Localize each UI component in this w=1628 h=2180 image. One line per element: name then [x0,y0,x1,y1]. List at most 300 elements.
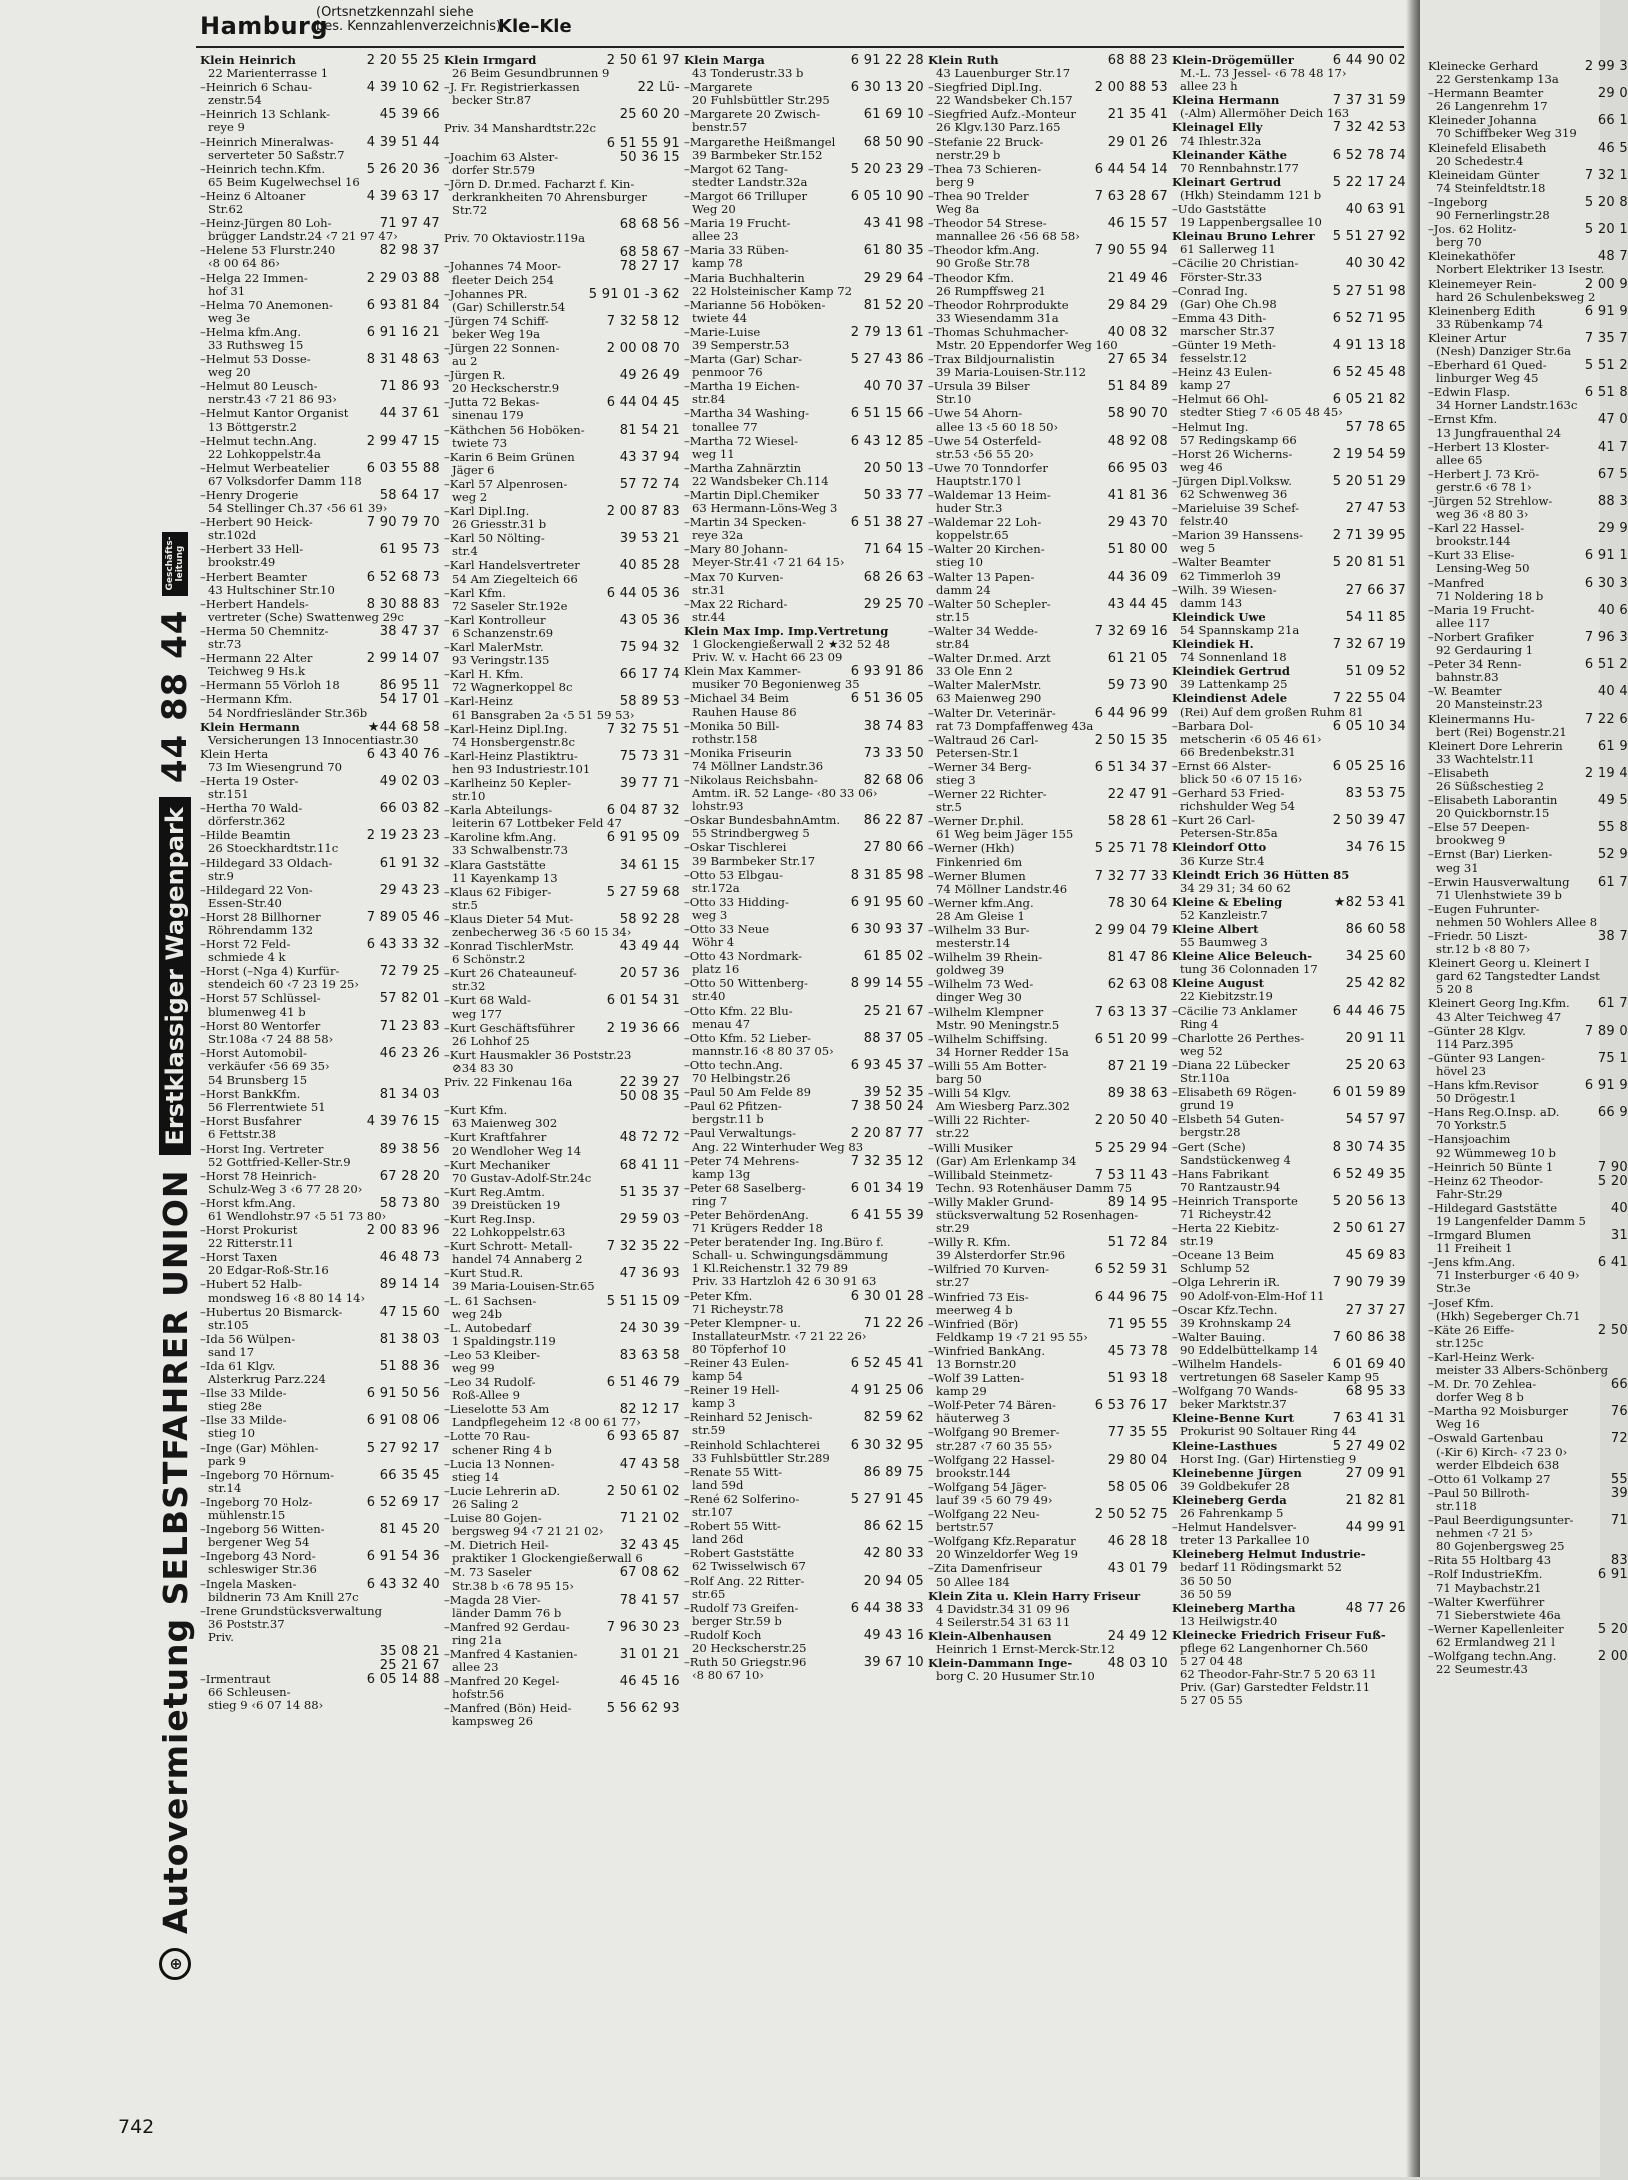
entry-address: Finkenried 6m [936,854,1023,869]
entry-name: Kleine-Benne Kurt [1172,1411,1295,1426]
listing-entry [1428,223,1628,249]
entry-address: kamp 78 [692,256,743,271]
listing-entry [444,315,680,341]
entry-address: kamp 29 [936,1384,987,1399]
entry-phone: 6 44 96 99 [1094,705,1168,721]
entry-line [200,1469,440,1482]
entry-name: –Günter 19 Meth- [1172,337,1276,352]
entry-phone: 61 95 73 [379,542,440,558]
entry-address: 66 Schleusen- [208,1685,291,1700]
entry-address: marscher Str.37 [1180,323,1275,338]
listing-entry [444,451,680,477]
entry-phone: 89 38 56 [379,1141,440,1157]
listing-entry [684,1439,924,1465]
entry-phone: 6 01 34 19 [850,1180,924,1196]
entry-name: –Wilhelm 73 Wed- [928,977,1034,992]
listing-entry [1172,366,1406,392]
listing-entry [684,543,924,569]
listing-entry [684,1575,924,1601]
listing-entry [928,190,1168,216]
entry-phone: 50 33 77 [863,488,924,503]
entry-line [1172,421,1406,434]
listing-entry [444,777,680,803]
entry-address: 33 Ruthsweg 15 [208,337,304,352]
entry-name: –Heinrich Mineralwas- [200,134,334,149]
entry-phone: 58 89 53 [619,694,680,710]
entry-name: –Wilhelm Handels- [1172,1357,1282,1371]
entry-address: str.9 [208,868,234,883]
entry-name: –W. Beamter [1428,684,1502,699]
listing-entry [1172,638,1406,664]
entry-address: stücksverwaltung 52 Rosenhagen- [936,1207,1139,1222]
entry-phone: 7 90 [1597,1159,1628,1175]
entry-address: 20 Fuhlsbüttler Str.295 [692,93,830,108]
entry-name: –Waltraud 26 Carl- [928,732,1039,747]
entry-name: –Jörn D. Dr.med. Facharzt f. Kin- [444,176,635,191]
entry-phone: 29 84 29 [1107,297,1168,313]
entry-line [444,1621,680,1634]
entry-address: 54 Nordfriesländer Str.36b [208,705,368,720]
entry-address: 71 Noldering 18 b [1436,588,1544,603]
entry-line [928,1142,1168,1155]
entry-name: Kleineberg Gerda [1172,1492,1287,1507]
listing-entry [684,692,924,718]
entry-name: –Max 70 Kurven- [684,569,784,584]
entry-phone: 40 63 91 [1345,202,1406,218]
entry-phone: 6 51 8 [1584,385,1628,401]
entry-name: –Karin 6 Beim Grünen [444,449,575,464]
entry-address: hofstr.56 [452,1687,505,1702]
listing-entry [684,1032,924,1058]
entry-address: hard 26 Schulenbeksweg 2 [1436,289,1596,304]
listing-entry [444,108,680,121]
entry-line [928,1630,1168,1643]
entry-line [1172,1032,1406,1045]
entry-address: becker Str.87 [452,93,532,108]
listing-entry [200,299,440,325]
entry-line [1428,278,1628,291]
entry-phone: 2 99 3 [1584,59,1628,74]
entry-address: 26 Langenrehm 17 [1436,99,1548,114]
entry-phone: 6 43 32 40 [366,1576,440,1592]
entry-phone: 2 19 54 59 [1332,446,1406,462]
entry-address: häuterweg 3 [936,1411,1011,1426]
listing-entry [444,1240,680,1266]
entry-line [1172,1195,1406,1208]
entry-name: Kleinart Gertrud [1172,174,1282,189]
entry-address: kampsweg 26 [452,1714,533,1729]
entry-phone: 54 57 97 [1345,1112,1406,1128]
entry-name: Priv. 22 Finkenau 16a [444,1075,573,1090]
listing-entry [1428,1554,1628,1567]
listing-entry [1428,1079,1628,1105]
listing-entry [200,829,440,855]
entry-name: –Karlheinz 50 Kepler- [444,775,572,790]
listing-entry [200,1496,440,1522]
entry-address: 72 Wagnerkoppel 8c [452,680,573,695]
entry-address: land 26d [692,1532,744,1547]
entry-address: bert (Rei) Bogenstr.21 [1436,724,1567,739]
entry-name: –Otto 61 Volkamp 27 [1428,1471,1551,1486]
listing-entry [1428,1324,1628,1350]
listing-entry [1172,1276,1406,1302]
entry-line [928,1426,1168,1439]
entry-address: metscherin ‹6 05 46 61› [1180,731,1322,746]
listing-entry [200,693,440,719]
entry-name: –Irmentraut [200,1672,271,1687]
listing-entry [444,559,680,585]
entry-name: –Monika Friseurin [684,745,792,760]
entry-line [684,1182,924,1195]
entry-address: Ang. 22 Winterhuder Weg 83 [692,1139,864,1154]
entry-name: Kleina Hermann [1172,93,1280,108]
entry-name: –Hertha 70 Wald- [200,801,303,816]
entry-phone: 46 45 16 [619,1674,680,1690]
entry-address: land 59d [692,1477,744,1492]
listing-entry [444,1076,680,1089]
entry-name: –Horst (–Nga 4) Kurfür- [200,964,340,979]
entry-address: weg 31 [1436,860,1479,875]
entry-name: Kleine Alice Beleuch- [1172,949,1313,964]
listing-entry [1172,1412,1406,1438]
entry-line [684,869,924,882]
entry-phone: 2 20 55 25 [366,53,440,68]
listing-entry [928,380,1168,406]
listing-entry [444,859,680,885]
entry-phone: 48 72 72 [619,1130,680,1146]
entry-phone: 6 51 36 05 [850,691,924,707]
entry-line [1428,848,1628,861]
entry-line [200,1170,440,1183]
entry-name: Kleinermanns Hu- [1428,711,1535,726]
entry-name: –Helmut Handelsver- [1172,1520,1297,1535]
entry-phone: 67 5 [1597,466,1628,482]
entry-line [444,886,680,899]
entry-line [928,1318,1168,1331]
listing-entry [928,707,1168,733]
entry-name: –Wilhelm 39 Rhein- [928,950,1043,965]
entry-phone: 43 49 44 [619,939,680,955]
entry-address: 20 Schedestr.4 [1436,153,1524,168]
entry-phone: 40 70 37 [863,379,924,395]
listing-entry [444,1458,680,1484]
entry-phone: 6 91 08 06 [366,1413,440,1429]
entry-name: –Josef Kfm. [1428,1295,1494,1310]
listing-entry [444,1702,680,1728]
listing-entry [1172,787,1406,813]
entry-name: –Reinhard 52 Jenisch- [684,1410,813,1425]
header-note-line1: (Ortsnetzkennzahl siehe [316,5,474,20]
entry-name: –Robert Gaststätte [684,1546,795,1561]
entry-phone [676,122,680,135]
listing-entry [684,326,924,352]
entry-phone: 7 22 6 [1584,711,1628,727]
entry-phone: 27 80 66 [863,840,924,856]
entry-address: InstallateurMstr. ‹7 21 22 26› [692,1328,867,1343]
listing-entry [1428,1256,1628,1295]
entry-line [928,897,1168,910]
listing-entry [200,748,440,774]
entry-name: –Margarete [684,80,753,95]
entry-name: Kleindt Erich 36 Hütten 85 [1172,867,1350,882]
entry-name: –Walter Bauing. [1172,1329,1266,1344]
listing-entry [200,244,440,270]
entry-address: Roß-Allee 9 [452,1388,520,1403]
listing-entry [1172,1385,1406,1411]
entry-address: zenstr.54 [208,93,262,108]
entry-address: str.27 [936,1275,970,1290]
listing-entry [928,272,1168,298]
entry-name: Kleinecke Gerhard [1428,59,1539,73]
entry-line [1428,1161,1628,1174]
listing-entry [928,1562,1168,1588]
listing-entry [928,407,1168,433]
entry-phone: 8 31 85 98 [850,867,924,883]
entry-phone [1624,1297,1628,1310]
listing-entry [928,598,1168,624]
entry-phone [1164,1590,1168,1603]
entry-phone: 58 28 61 [1107,814,1168,830]
listing-entry [684,1005,924,1031]
entry-address: 70 Schiffbeker Weg 319 [1436,126,1577,141]
entry-phone: 6 30 01 28 [850,1288,924,1304]
entry-name: –Kurt Stud.R. [444,1266,524,1281]
entry-line [1428,1568,1628,1581]
listing-entry [1172,1005,1406,1031]
listing-entry [1428,1514,1628,1553]
entry-phone: 68 41 11 [619,1157,680,1173]
listing-entry [200,1278,440,1304]
entry-phone: 66 1 [1597,113,1628,129]
entry-address: bahnstr.83 [1436,670,1499,685]
entry-phone: 5 20 81 51 [1332,555,1406,571]
entry-name: –L. 61 Sachsen- [444,1293,537,1308]
listing-entry [684,977,924,1003]
entry-address: linburger Weg 45 [1436,371,1539,386]
listing-entry [444,137,680,150]
entry-name: –Werner Blumen [928,868,1026,883]
entry-name: –Martha 72 Wiesel- [684,433,799,448]
listing-entry [684,1059,924,1085]
entry-line [1172,692,1406,705]
entry-name: –Paul Verwaltungs- [684,1126,796,1141]
entry-address: str.5 [452,897,478,912]
listing-entry [200,911,440,937]
listing-entry [928,734,1168,760]
listing-entry [444,1104,680,1130]
listing-column-1 [200,54,440,2174]
listing-entry [444,1675,680,1701]
entry-name: Klein Marga [684,53,765,67]
listing-entry [200,1088,440,1114]
entry-phone: 8 30 88 83 [366,596,440,612]
entry-address: Landpflegeheim 12 ‹8 00 61 77› [452,1415,641,1430]
listing-entry [928,1399,1168,1425]
entry-name: –Olga Lehrerin iR. [1172,1275,1280,1290]
entry-phone: 27 09 91 [1345,1465,1406,1481]
entry-phone: 21 49 46 [1107,270,1168,286]
entry-line [1428,1324,1628,1337]
listing-entry [444,532,680,558]
listing-entry [1172,393,1406,419]
entry-line [1428,997,1628,1010]
entry-phone: 73 33 50 [863,745,924,761]
entry-address: 74 Sonnenland 18 [1180,650,1287,665]
listing-entry [444,1403,680,1429]
listing-entry [1172,760,1406,786]
ad-strip [150,100,200,1980]
listing-entry [684,1182,924,1208]
listing-entry [928,951,1168,977]
entry-phone: 5 20 51 29 [1332,473,1406,489]
entry-phone: 81 38 03 [379,1331,440,1347]
listing-entry [928,1142,1168,1168]
entry-name: –Nikolaus Reichsbahn- [684,772,818,787]
listing-entry [1428,1405,1628,1431]
entry-phone: 39 77 71 [619,775,680,791]
entry-address: 20 Wendloher Weg 14 [452,1143,582,1158]
listing-entry [444,668,680,694]
listing-entry [1428,821,1628,847]
entry-phone [436,1605,440,1618]
entry-name: –Reiner 19 Hell- [684,1383,780,1398]
entry-phone: 68 95 33 [1345,1384,1406,1400]
entry-name: –Otto Kfm. 52 Lieber- [684,1030,812,1045]
entry-name: Kleineder Johanna [1428,113,1537,128]
entry-address: str.65 [692,1586,726,1601]
listing-entry [928,108,1168,134]
listing-entry [444,723,680,749]
entry-address: 20 Edgar-Roß-Str.16 [208,1263,329,1278]
entry-name: Klein-Dammann Inge- [928,1656,1073,1671]
entry-line [684,841,924,854]
listing-entry [1428,1161,1628,1174]
entry-address: beker Weg 19a [452,326,540,341]
entry-phone: 43 01 79 [1107,1561,1168,1577]
listing-entry [444,396,680,422]
entry-line [1428,604,1628,617]
listing-entry [200,217,440,243]
listing-entry [1172,421,1406,447]
listing-entry [928,788,1168,814]
entry-phone: 29 25 70 [863,596,924,612]
entry-phone: 44 36 09 [1107,569,1168,585]
entry-address: (Rei) Auf dem großen Ruhm 81 [1180,704,1364,719]
entry-address: stieg 10 [936,555,984,570]
entry-phone: 34 25 60 [1345,949,1406,965]
listing-entry [1172,1521,1406,1547]
listing-entry [928,1508,1168,1534]
listing-entry [1172,1629,1406,1708]
listing-column-3 [684,54,924,2174]
entry-phone: 27 65 34 [1107,352,1168,368]
entry-phone: 32 43 45 [619,1538,680,1554]
entry-name: Klein Max Imp. Imp.Vertretung [684,623,889,638]
entry-name: –M. 73 Saseler [444,1565,532,1580]
entry-line [1428,740,1628,753]
entry-name: –Werner (Hkh) [928,841,1015,856]
entry-phone: 2 00 [1597,1648,1628,1664]
entry-name: –Paul 50 Am Felde 89 [684,1085,812,1100]
entry-phone: 29 9 [1597,521,1628,537]
entry-name: Klein-Albenhausen [928,1628,1052,1643]
entry-phone: 2 50 39 47 [1332,813,1406,829]
entry-line [1428,1297,1628,1310]
entry-name: –Siegfried Aufz.-Monteur [928,107,1076,122]
entry-line [200,857,440,870]
entry-name: Kleine & Ebeling [1172,894,1283,909]
entry-name: –Marianne 56 Hoböken- [684,297,826,312]
listing-entry [200,721,440,747]
listing-entry [444,122,680,135]
entry-line [444,246,680,259]
adjacent-page [1420,0,1628,2177]
entry-phone: 81 45 20 [379,1522,440,1538]
entry-phone: 7 90 79 70 [366,515,440,531]
entry-line [1428,1133,1628,1146]
entry-line [684,598,924,611]
entry-name: Klein Zita u. Klein Harry Friseur [928,1588,1141,1603]
listing-entry [200,857,440,883]
entry-address: 90 Große Str.78 [936,256,1030,271]
entry-phone: 40 08 32 [1107,324,1168,340]
entry-name: –Walter MalerMstr. [928,678,1042,693]
entry-address: mesterstr.14 [936,936,1011,951]
entry-name: –Wilhelm Schiffsing. [928,1031,1048,1046]
entry-name: –Heinz-Jürgen 80 Loh- [200,216,332,231]
entry-line [1172,312,1406,325]
entry-name: –Walter Beamter [1172,555,1271,570]
entry-name: Klein Hermann [200,719,300,734]
entry-name: –Käte 26 Eiffe- [1428,1322,1515,1337]
entry-name: –Horst 28 Billhorner [200,909,321,924]
entry-address: ring 7 [692,1193,728,1208]
entry-phone: 6 01 54 31 [606,993,680,1009]
listing-entry [1428,522,1628,548]
entry-name: –Karoline kfm.Ang. [444,830,557,845]
entry-phone: 5 27 43 86 [850,352,924,368]
entry-phone: 51 35 37 [619,1184,680,1200]
entry-line [444,151,680,164]
entry-name: Kleineidam Günter [1428,167,1540,182]
entry-phone: 71 23 83 [379,1018,440,1034]
listing-entry [200,1605,440,1644]
entry-phone: 57 82 01 [379,991,440,1007]
entry-phone: 6 01 59 89 [1332,1085,1406,1101]
listing-entry [444,750,680,776]
entry-name: –Martin Dipl.Chemiker [684,488,819,502]
entry-address: Mstr. 90 Meningstr.5 [936,1017,1060,1032]
entry-phone: 58 05 06 [1107,1479,1168,1495]
entry-name: –Maria 33 Rüben- [684,243,789,258]
entry-address: handel 74 Annaberg 2 [452,1252,583,1267]
entry-address: 4 Seilerstr.54 31 63 11 [936,1614,1071,1629]
entry-address: weg 52 [1180,1043,1223,1058]
entry-phone: 7 60 86 38 [1332,1329,1406,1345]
entry-name: –Maria Buchhalterin [684,270,805,285]
entry-phone: 7 63 13 37 [1094,1004,1168,1020]
entry-address: Str.62 [208,202,244,217]
entry-address: str.29 [936,1221,970,1236]
entry-phone: 7 22 55 04 [1332,691,1406,707]
listing-entry [928,761,1168,787]
entry-address: 33 Wachtelstr.11 [1436,751,1535,766]
entry-name: –Reinhold Schlachterei [684,1437,820,1452]
listing-entry [1172,54,1406,93]
entry-phone: 51 80 00 [1107,542,1168,558]
entry-name: –Hansjoachim [1428,1132,1511,1147]
entry-name: –Trax Bildjournalistin [928,352,1055,367]
